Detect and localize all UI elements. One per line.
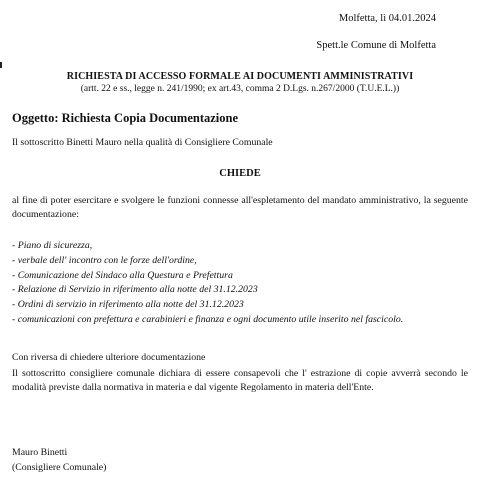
request-title: RICHIESTA DI ACCESSO FORMALE AI DOCUMENTI AMMINISTRATIVI — [66, 71, 414, 82]
list-item: - verbale dell' incontro con le forze dell'ordine, — [12, 254, 403, 269]
chiede-heading: CHIEDE — [219, 168, 261, 179]
list-item: - Comunicazione del Sindaco alla Questura e Prefettura — [12, 269, 403, 284]
list-item: - comunicazioni con prefettura e carabinieri e finanza e ogni documento utile inserito nel fascicolo. — [12, 313, 403, 328]
purpose-paragraph: al fine di poter esercitare e svolgere le funzioni connesse all'espletamento del mandato amministrativo, la seguente documentazione: — [12, 195, 468, 220]
intro-line: Il sottoscritto Binetti Mauro nella qualità di Consigliere Comunale — [12, 137, 273, 148]
signature-name: Mauro Binetti — [12, 447, 68, 458]
list-item: - Ordini di servizio in riferimento alla notte del 31.12.2023 — [12, 298, 403, 313]
signature-role: (Consigliere Comunale) — [12, 462, 107, 473]
recipient: Spett.le Comune di Molfetta — [316, 40, 436, 51]
documents-list — [12, 239, 403, 328]
document-date: Molfetta, lì 04.01.2024 — [338, 13, 436, 24]
margin-mark — [0, 62, 2, 68]
declaration-paragraph: Il sottoscritto consigliere comunale dichiara di essere consapevoli che l' estrazione di copie avverrà secondo le modalità previste dalla normativa in materia e dal vigente Regolamento in materia dell'Ente. — [12, 368, 468, 393]
list-item: - Piano di sicurezza, — [12, 239, 403, 254]
request-legal-reference: (artt. 22 e ss., legge n. 241/1990; ex art.43, comma 2 D.Lgs. n.267/2000 (T.U.E.L.)) — [80, 84, 400, 94]
reservation-line: Con riversa di chiedere ulteriore documentazione — [12, 352, 206, 363]
subject-line: Oggetto: Richiesta Copia Documentazione — [12, 111, 239, 125]
list-item: - Relazione di Servizio in riferimento alla notte del 31.12.2023 — [12, 283, 403, 298]
